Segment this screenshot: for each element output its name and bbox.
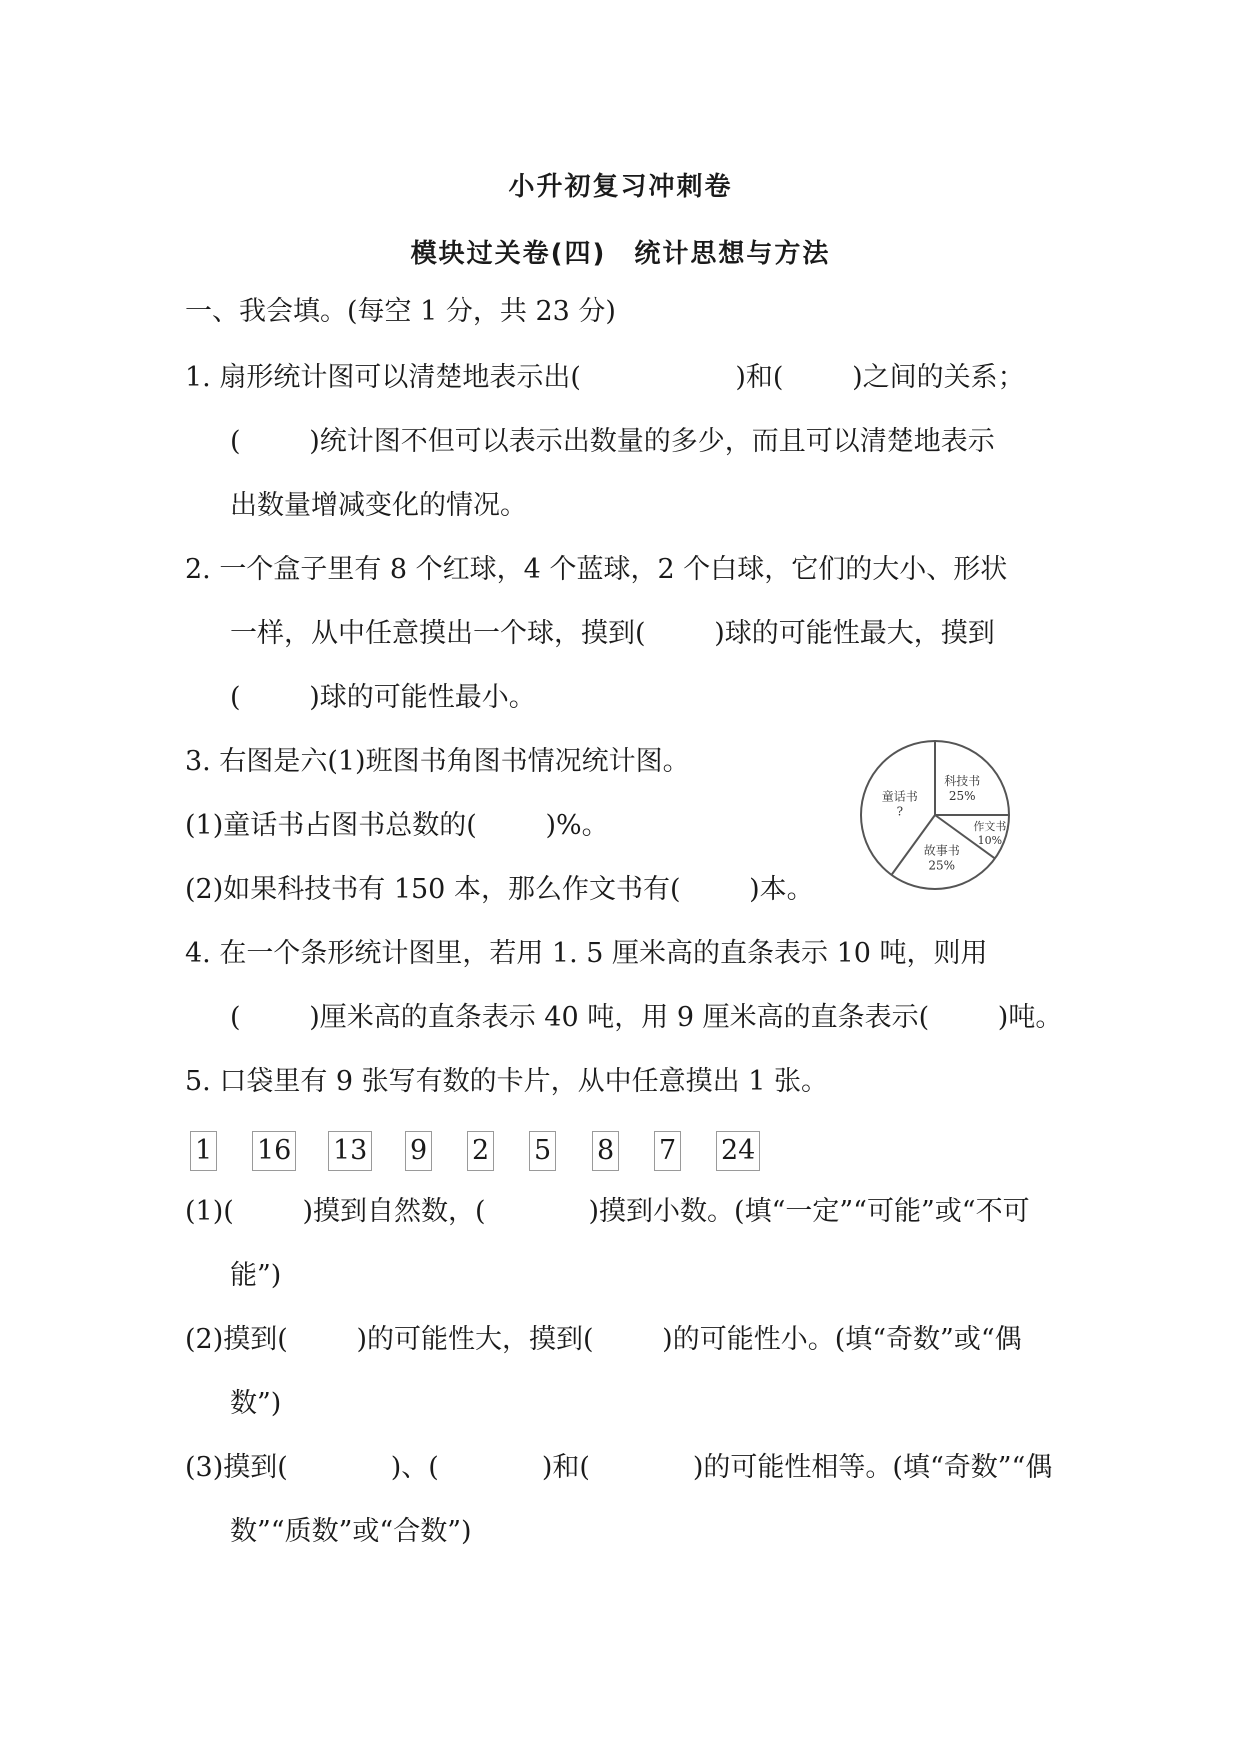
q5-sub2b: 数”) bbox=[230, 1388, 282, 1419]
section-heading: 一、我会填。(每空 1 分，共 23 分) bbox=[185, 296, 616, 327]
q3-line1: 3. 右图是六(1)班图书角图书情况统计图。 bbox=[185, 746, 690, 777]
pie-slice-name: 作文书 bbox=[973, 819, 1007, 833]
pie-chart bbox=[855, 735, 1015, 895]
q1-line1: 1. 扇形统计图可以清楚地表示出( )和( )之间的关系； bbox=[185, 362, 1025, 393]
number-card: 8 bbox=[592, 1131, 619, 1171]
pie-slice-value: 10% bbox=[977, 833, 1003, 847]
number-card: 5 bbox=[529, 1131, 556, 1171]
q4-line1: 4. 在一个条形统计图里，若用 1. 5 厘米高的直条表示 10 吨，则用 bbox=[185, 938, 988, 969]
q5-sub1a: (1)( )摸到自然数，( )摸到小数。(填“一定”“可能”或“不可 bbox=[185, 1196, 1030, 1227]
number-card: 1 bbox=[190, 1131, 217, 1171]
number-card: 9 bbox=[405, 1131, 432, 1171]
number-card: 16 bbox=[252, 1131, 296, 1171]
q4-line2: ( )厘米高的直条表示 40 吨，用 9 厘米高的直条表示( )吨。 bbox=[230, 1002, 1063, 1033]
q5-sub2a: (2)摸到( )的可能性大，摸到( )的可能性小。(填“奇数”或“偶 bbox=[185, 1324, 1022, 1355]
q2-line3: ( )球的可能性最小。 bbox=[230, 682, 536, 713]
q3-sub2: (2)如果科技书有 150 本，那么作文书有( )本。 bbox=[185, 874, 814, 905]
number-card: 24 bbox=[716, 1131, 760, 1171]
pie-slice-value: 25% bbox=[928, 858, 956, 873]
page-subtitle: 模块过关卷(四) 统计思想与方法 bbox=[410, 239, 831, 269]
q5-line1: 5. 口袋里有 9 张写有数的卡片，从中任意摸出 1 张。 bbox=[185, 1066, 829, 1097]
q1-line2: ( )统计图不但可以表示出数量的多少，而且可以清楚地表示 bbox=[230, 426, 995, 457]
number-card: 7 bbox=[654, 1131, 681, 1171]
number-card: 13 bbox=[328, 1131, 372, 1171]
page-title: 小升初复习冲刺卷 bbox=[508, 172, 733, 202]
q5-sub3b: 数”“质数”或“合数”) bbox=[230, 1516, 472, 1547]
pie-slice-value: 25% bbox=[948, 788, 976, 803]
pie-slice-value: ? bbox=[896, 804, 904, 819]
q1-line3: 出数量增减变化的情况。 bbox=[230, 490, 527, 521]
q5-sub3a: (3)摸到( )、( )和( )的可能性相等。(填“奇数”“偶 bbox=[185, 1452, 1053, 1483]
number-card: 2 bbox=[467, 1131, 494, 1171]
q2-line1: 2. 一个盒子里有 8 个红球，4 个蓝球，2 个白球，它们的大小、形状 bbox=[185, 554, 1008, 585]
pie-slice-name: 童话书 bbox=[881, 789, 918, 804]
q3-sub1: (1)童话书占图书总数的( )%。 bbox=[185, 810, 609, 841]
q2-line2: 一样，从中任意摸出一个球，摸到( )球的可能性最大，摸到 bbox=[230, 618, 995, 649]
pie-slice-name: 科技书 bbox=[944, 773, 981, 788]
pie-slice-name: 故事书 bbox=[923, 843, 960, 858]
q5-sub1b: 能”) bbox=[230, 1260, 282, 1291]
